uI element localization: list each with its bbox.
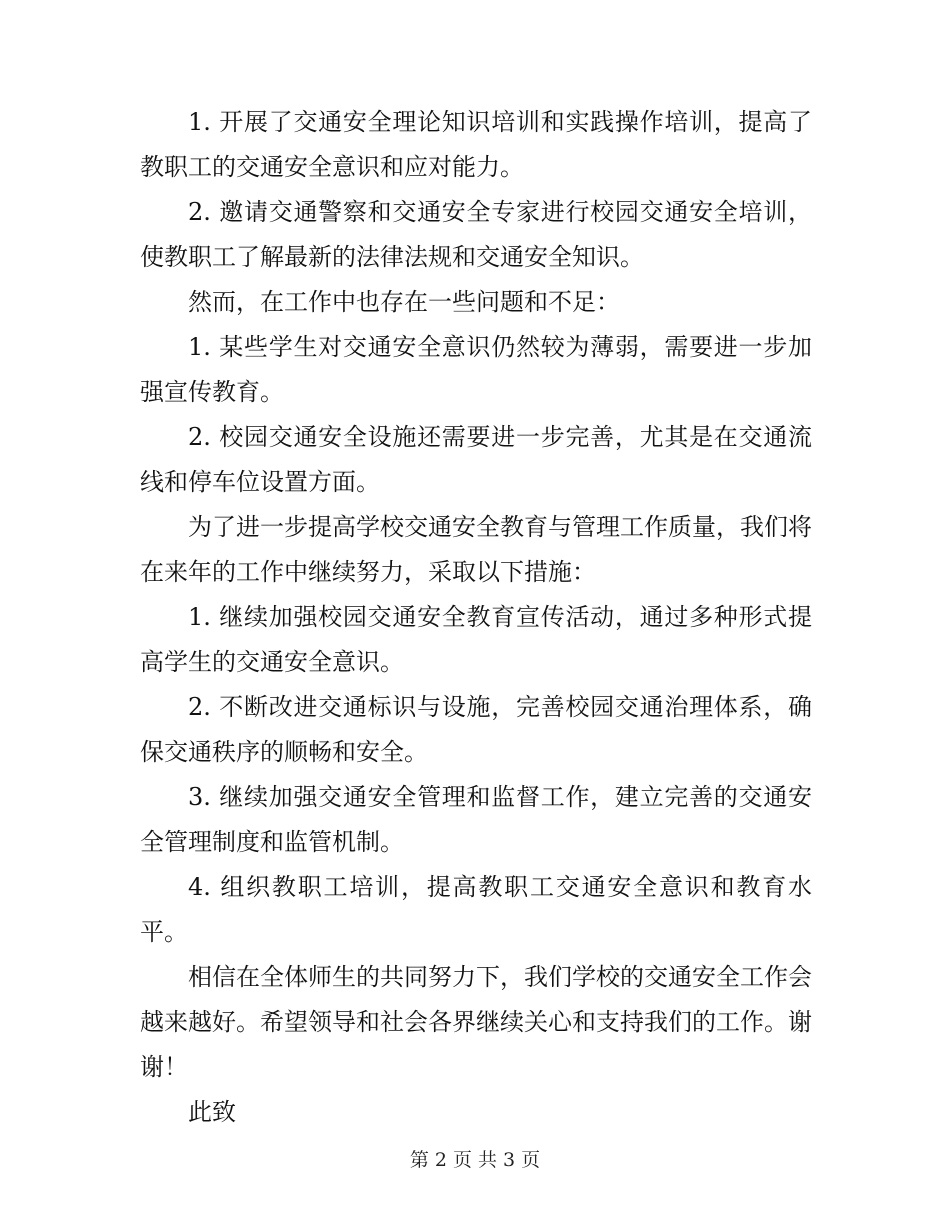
paragraph-training-theory: 1. 开展了交通安全理论知识培训和实践操作培训，提高了教职工的交通安全意识和应对能力。 [140, 108, 812, 181]
paragraph-measures-intro: 为了进一步提高学校交通安全教育与管理工作质量，我们将在来年的工作中继续努力，采取以下措施： [140, 513, 812, 586]
paragraph-closing: 相信在全体师生的共同努力下，我们学校的交通安全工作会越来越好。希望领导和社会各界继续关心和支持我们的工作。谢谢！ [140, 963, 812, 1081]
paragraph-salutation: 此致 [188, 1098, 236, 1126]
paragraph-training-police: 2. 邀请交通警察和交通安全专家进行校园交通安全培训，使教职工了解最新的法律法规和交通安全知识。 [140, 198, 812, 271]
paragraph-problem-awareness: 1. 某些学生对交通安全意识仍然较为薄弱，需要进一步加强宣传教育。 [140, 333, 812, 406]
paragraph-measure-management: 3. 继续加强交通安全管理和监督工作，建立完善的交通安全管理制度和监管机制。 [140, 783, 812, 856]
paragraph-measure-education: 1. 继续加强校园交通安全教育宣传活动，通过多种形式提高学生的交通安全意识。 [140, 603, 812, 676]
page-footer: 第 2 页 共 3 页 [409, 1149, 541, 1171]
paragraph-measure-signage: 2. 不断改进交通标识与设施，完善校园交通治理体系，确保交通秩序的顺畅和安全。 [140, 693, 812, 766]
document-body [140, 100, 812, 1135]
paragraph-problems-intro: 然而，在工作中也存在一些问题和不足： [188, 288, 620, 316]
paragraph-measure-staff-training: 4. 组织教职工培训，提高教职工交通安全意识和教育水平。 [140, 873, 812, 946]
paragraph-problem-facilities: 2. 校园交通安全设施还需要进一步完善，尤其是在交通流线和停车位设置方面。 [140, 423, 812, 496]
